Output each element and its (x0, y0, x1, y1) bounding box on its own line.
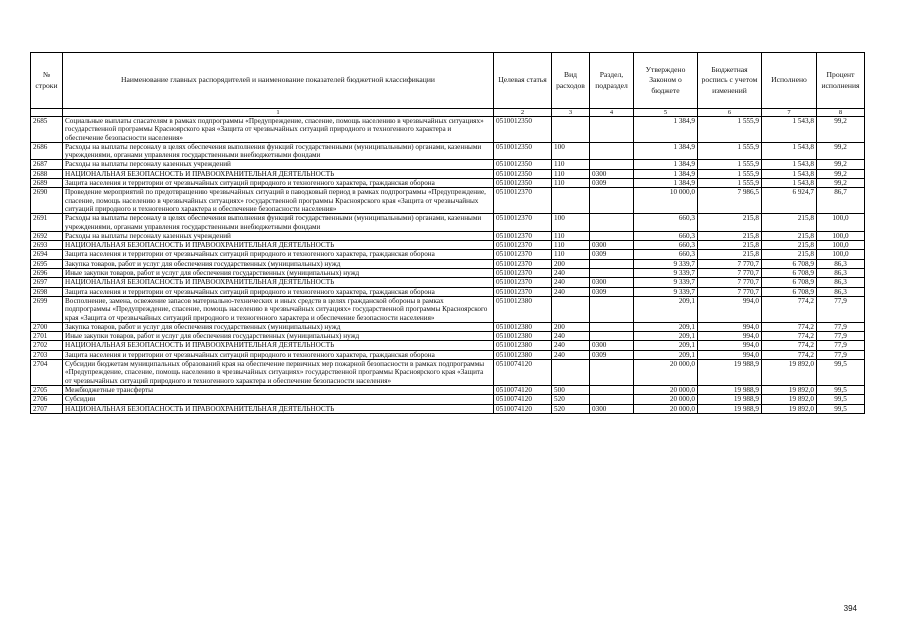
row-budget-roster: 19 988,9 (698, 404, 762, 413)
row-number: 2696 (31, 269, 63, 278)
row-section: 0309 (590, 250, 634, 259)
row-executed: 774,2 (762, 332, 817, 341)
row-section (590, 160, 634, 169)
row-section (590, 214, 634, 232)
row-name: Иные закупки товаров, работ и услуг для обеспечения государственных (муниципальных) нужд (63, 269, 494, 278)
row-target-article: 0510012370 (494, 241, 552, 250)
row-expense-type: 200 (552, 322, 590, 331)
table-row (31, 341, 865, 350)
row-section (590, 269, 634, 278)
row-percent: 99,2 (817, 117, 865, 143)
row-expense-type: 240 (552, 341, 590, 350)
row-budget-roster: 215,8 (698, 250, 762, 259)
row-budget-roster: 19 988,9 (698, 360, 762, 386)
row-approved: 209,1 (634, 341, 698, 350)
row-percent: 86,7 (817, 188, 865, 214)
row-executed: 19 892,0 (762, 404, 817, 413)
column-number: 1 (63, 109, 494, 117)
row-executed: 19 892,0 (762, 360, 817, 386)
row-expense-type: 520 (552, 404, 590, 413)
table-row (31, 259, 865, 268)
row-section: 0300 (590, 404, 634, 413)
row-section: 0300 (590, 341, 634, 350)
table-row (31, 278, 865, 287)
row-executed: 215,8 (762, 231, 817, 240)
row-section: 0300 (590, 241, 634, 250)
row-budget-roster: 1 555,9 (698, 117, 762, 143)
row-name: Восполнение, замена, освежение запасов материально-технических и иных средств в целях гражданской обороны в рамках подпрограммы «Предупреждение, спасение, помощь населению в чрезвычайных ситуациях» государственной программы Красноярского края «Защита от чрезвычайных ситуаций природного и техногенного характера и обеспечение безопасности населения» (63, 296, 494, 322)
row-name: Расходы на выплаты персоналу в целях обеспечения выполнения функций государственными (муниципальными) органами, казенными учреждениями, органами управления государственными внебюджетными фондами (63, 142, 494, 160)
column-number: 7 (762, 109, 817, 117)
column-number: 3 (552, 109, 590, 117)
row-name: НАЦИОНАЛЬНАЯ БЕЗОПАСНОСТЬ И ПРАВООХРАНИТЕЛЬНАЯ ДЕЯТЕЛЬНОСТЬ (63, 404, 494, 413)
row-expense-type (552, 360, 590, 386)
row-number: 2692 (31, 231, 63, 240)
row-target-article: 0510012370 (494, 278, 552, 287)
row-number: 2689 (31, 179, 63, 188)
row-approved: 9 339,7 (634, 259, 698, 268)
row-target-article: 0510012380 (494, 341, 552, 350)
row-percent: 77,9 (817, 322, 865, 331)
row-expense-type (552, 188, 590, 214)
row-number: 2694 (31, 250, 63, 259)
row-number: 2699 (31, 296, 63, 322)
row-percent: 77,9 (817, 296, 865, 322)
row-target-article: 0510012350 (494, 169, 552, 178)
row-percent: 86,3 (817, 269, 865, 278)
row-section (590, 385, 634, 394)
row-expense-type (552, 296, 590, 322)
row-budget-roster: 7 770,7 (698, 269, 762, 278)
row-number: 2695 (31, 259, 63, 268)
row-approved: 1 384,9 (634, 142, 698, 160)
row-approved: 9 339,7 (634, 278, 698, 287)
row-executed: 774,2 (762, 350, 817, 359)
row-number: 2687 (31, 160, 63, 169)
row-percent: 99,5 (817, 404, 865, 413)
row-target-article: 0510074120 (494, 360, 552, 386)
column-number (31, 109, 63, 117)
row-approved: 20 000,0 (634, 385, 698, 394)
row-section: 0300 (590, 278, 634, 287)
row-name: Субсидии (63, 395, 494, 404)
row-budget-roster: 994,0 (698, 322, 762, 331)
row-budget-roster: 1 555,9 (698, 179, 762, 188)
row-section (590, 332, 634, 341)
row-budget-roster: 1 555,9 (698, 169, 762, 178)
row-number: 2697 (31, 278, 63, 287)
row-approved: 20 000,0 (634, 360, 698, 386)
row-approved: 209,1 (634, 322, 698, 331)
row-budget-roster: 215,8 (698, 214, 762, 232)
row-approved: 209,1 (634, 296, 698, 322)
row-target-article: 0510012370 (494, 231, 552, 240)
row-expense-type: 110 (552, 160, 590, 169)
row-approved: 660,3 (634, 231, 698, 240)
row-expense-type: 240 (552, 278, 590, 287)
row-name: Социальные выплаты спасателям в рамках подпрограммы «Предупреждение, спасение, помощь населению в чрезвычайных ситуациях» государственной программы Красноярского края «Защита от чрезвычайных ситуаций природного и техногенного характера и обеспечение безопасности населения» (63, 117, 494, 143)
table-row (31, 169, 865, 178)
row-name: НАЦИОНАЛЬНАЯ БЕЗОПАСНОСТЬ И ПРАВООХРАНИТЕЛЬНАЯ ДЕЯТЕЛЬНОСТЬ (63, 278, 494, 287)
row-budget-roster: 215,8 (698, 231, 762, 240)
row-name: Расходы на выплаты персоналу казенных учреждений (63, 231, 494, 240)
row-budget-roster: 1 555,9 (698, 142, 762, 160)
row-number: 2706 (31, 395, 63, 404)
row-executed: 1 543,8 (762, 179, 817, 188)
row-target-article: 0510012380 (494, 332, 552, 341)
row-target-article: 0510012350 (494, 160, 552, 169)
column-number: 5 (634, 109, 698, 117)
row-percent: 99,5 (817, 385, 865, 394)
row-executed: 6 708,9 (762, 269, 817, 278)
row-target-article: 0510012350 (494, 142, 552, 160)
row-number: 2701 (31, 332, 63, 341)
row-percent: 77,9 (817, 332, 865, 341)
budget-execution-table (30, 52, 865, 414)
row-section (590, 259, 634, 268)
table-row (31, 241, 865, 250)
row-budget-roster: 7 986,5 (698, 188, 762, 214)
row-name: Проведение мероприятий по предотвращению чрезвычайных ситуаций в паводковый период в рамках подпрограммы «Предупреждение, спасение, помощь населению в чрезвычайных ситуациях» государственной программы Красноярского края «Защита от чрезвычайных ситуаций природного и техногенного характера и обеспечение безопасности населения» (63, 188, 494, 214)
row-number: 2693 (31, 241, 63, 250)
row-name: Расходы на выплаты персоналу в целях обеспечения выполнения функций государственными (муниципальными) органами, казенными учреждениями, органами управления государственными внебюджетными фондами (63, 214, 494, 232)
row-name: Закупка товаров, работ и услуг для обеспечения государственных (муниципальных) нужд (63, 322, 494, 331)
row-approved: 209,1 (634, 350, 698, 359)
table-row (31, 231, 865, 240)
row-executed: 774,2 (762, 341, 817, 350)
row-expense-type: 110 (552, 241, 590, 250)
row-executed: 6 708,9 (762, 287, 817, 296)
row-approved: 660,3 (634, 214, 698, 232)
row-executed: 1 543,8 (762, 117, 817, 143)
row-target-article: 0510074120 (494, 404, 552, 413)
column-number: 8 (817, 109, 865, 117)
row-budget-roster: 994,0 (698, 341, 762, 350)
row-number: 2705 (31, 385, 63, 394)
row-target-article: 0510012370 (494, 188, 552, 214)
row-percent: 100,0 (817, 250, 865, 259)
row-executed: 19 892,0 (762, 385, 817, 394)
row-percent: 86,3 (817, 259, 865, 268)
row-percent: 77,9 (817, 350, 865, 359)
header-row-number: № строки (31, 53, 63, 109)
row-budget-roster: 994,0 (698, 296, 762, 322)
row-expense-type: 520 (552, 395, 590, 404)
row-section (590, 296, 634, 322)
row-budget-roster: 994,0 (698, 350, 762, 359)
table-row (31, 142, 865, 160)
row-name: Закупка товаров, работ и услуг для обеспечения государственных (муниципальных) нужд (63, 259, 494, 268)
header-approved: Утверждено Законом о бюджете (634, 53, 698, 109)
row-executed: 6 924,7 (762, 188, 817, 214)
row-percent: 99,2 (817, 142, 865, 160)
row-name: НАЦИОНАЛЬНАЯ БЕЗОПАСНОСТЬ И ПРАВООХРАНИТЕЛЬНАЯ ДЕЯТЕЛЬНОСТЬ (63, 341, 494, 350)
row-approved: 10 000,0 (634, 188, 698, 214)
row-section (590, 142, 634, 160)
row-name: Субсидии бюджетам муниципальных образований края на обеспечение первичных мер пожарной безопасности в рамках подпрограммы «Предупреждение, спасение, помощь населению в чрезвычайных ситуациях» государственной программы Красноярского края «Защита от чрезвычайных ситуаций природного и техногенного характера и обеспечение безопасности населения» (63, 360, 494, 386)
row-name: Защита населения и территории от чрезвычайных ситуаций природного и техногенного характера, гражданская оборона (63, 179, 494, 188)
row-expense-type: 240 (552, 269, 590, 278)
row-expense-type: 110 (552, 179, 590, 188)
row-approved: 20 000,0 (634, 395, 698, 404)
row-name: Защита населения и территории от чрезвычайных ситуаций природного и техногенного характера, гражданская оборона (63, 250, 494, 259)
column-number: 2 (494, 109, 552, 117)
row-executed: 215,8 (762, 250, 817, 259)
table-row (31, 395, 865, 404)
row-executed: 6 708,9 (762, 278, 817, 287)
row-number: 2685 (31, 117, 63, 143)
row-budget-roster: 7 770,7 (698, 278, 762, 287)
row-budget-roster: 19 988,9 (698, 395, 762, 404)
row-percent: 100,0 (817, 241, 865, 250)
table-row (31, 117, 865, 143)
row-target-article: 0510012350 (494, 117, 552, 143)
row-expense-type: 240 (552, 287, 590, 296)
row-target-article: 0510012370 (494, 287, 552, 296)
column-number-row (31, 109, 865, 117)
row-number: 2686 (31, 142, 63, 160)
row-expense-type (552, 117, 590, 143)
table-row (31, 350, 865, 359)
row-name: Расходы на выплаты персоналу казенных учреждений (63, 160, 494, 169)
row-expense-type: 240 (552, 332, 590, 341)
table-row (31, 160, 865, 169)
row-percent: 100,0 (817, 231, 865, 240)
row-expense-type: 100 (552, 214, 590, 232)
row-section (590, 188, 634, 214)
row-budget-roster: 1 555,9 (698, 160, 762, 169)
table-row (31, 287, 865, 296)
row-budget-roster: 7 770,7 (698, 259, 762, 268)
row-section (590, 395, 634, 404)
row-approved: 9 339,7 (634, 269, 698, 278)
row-section: 0309 (590, 179, 634, 188)
row-budget-roster: 7 770,7 (698, 287, 762, 296)
row-budget-roster: 994,0 (698, 332, 762, 341)
row-number: 2698 (31, 287, 63, 296)
row-executed: 6 708,9 (762, 259, 817, 268)
row-number: 2690 (31, 188, 63, 214)
table-row (31, 404, 865, 413)
row-approved: 1 384,9 (634, 179, 698, 188)
row-percent: 100,0 (817, 214, 865, 232)
row-target-article: 0510012370 (494, 250, 552, 259)
row-percent: 86,3 (817, 287, 865, 296)
row-section (590, 117, 634, 143)
row-percent: 77,9 (817, 341, 865, 350)
row-number: 2700 (31, 322, 63, 331)
row-section (590, 360, 634, 386)
row-target-article: 0510012350 (494, 179, 552, 188)
row-name: Иные закупки товаров, работ и услуг для обеспечения государственных (муниципальных) нужд (63, 332, 494, 341)
row-name: Межбюджетные трансферты (63, 385, 494, 394)
row-approved: 1 384,9 (634, 117, 698, 143)
row-target-article: 0510012380 (494, 296, 552, 322)
row-target-article: 0510012370 (494, 259, 552, 268)
column-number: 6 (698, 109, 762, 117)
header-percent: Процент исполнения (817, 53, 865, 109)
row-percent: 86,3 (817, 278, 865, 287)
row-approved: 1 384,9 (634, 160, 698, 169)
row-expense-type: 110 (552, 250, 590, 259)
header-executed: Исполнено (762, 53, 817, 109)
row-target-article: 0510074120 (494, 395, 552, 404)
table-row (31, 385, 865, 394)
row-executed: 215,8 (762, 214, 817, 232)
row-executed: 1 543,8 (762, 169, 817, 178)
table-row (31, 332, 865, 341)
row-section (590, 322, 634, 331)
table-row (31, 179, 865, 188)
row-name: НАЦИОНАЛЬНАЯ БЕЗОПАСНОСТЬ И ПРАВООХРАНИТЕЛЬНАЯ ДЕЯТЕЛЬНОСТЬ (63, 241, 494, 250)
row-number: 2704 (31, 360, 63, 386)
header-expense-type: Вид расходов (552, 53, 590, 109)
row-target-article: 0510012370 (494, 214, 552, 232)
row-number: 2702 (31, 341, 63, 350)
row-number: 2707 (31, 404, 63, 413)
row-budget-roster: 215,8 (698, 241, 762, 250)
row-target-article: 0510074120 (494, 385, 552, 394)
row-expense-type: 500 (552, 385, 590, 394)
header-target-article: Целевая статья (494, 53, 552, 109)
table-row (31, 188, 865, 214)
row-approved: 660,3 (634, 250, 698, 259)
row-section: 0300 (590, 169, 634, 178)
row-approved: 209,1 (634, 332, 698, 341)
row-executed: 1 543,8 (762, 142, 817, 160)
row-approved: 20 000,0 (634, 404, 698, 413)
row-section: 0309 (590, 350, 634, 359)
row-target-article: 0510012380 (494, 350, 552, 359)
table-row (31, 269, 865, 278)
header-section: Раздел, подраздел (590, 53, 634, 109)
row-expense-type: 110 (552, 169, 590, 178)
row-expense-type: 100 (552, 142, 590, 160)
row-executed: 19 892,0 (762, 395, 817, 404)
row-executed: 215,8 (762, 241, 817, 250)
row-executed: 774,2 (762, 322, 817, 331)
row-budget-roster: 19 988,9 (698, 385, 762, 394)
row-name: Защита населения и территории от чрезвычайных ситуаций природного и техногенного характера, гражданская оборона (63, 287, 494, 296)
row-expense-type: 200 (552, 259, 590, 268)
row-name: Защита населения и территории от чрезвычайных ситуаций природного и техногенного характера, гражданская оборона (63, 350, 494, 359)
table-row (31, 360, 865, 386)
row-name: НАЦИОНАЛЬНАЯ БЕЗОПАСНОСТЬ И ПРАВООХРАНИТЕЛЬНАЯ ДЕЯТЕЛЬНОСТЬ (63, 169, 494, 178)
row-section: 0309 (590, 287, 634, 296)
page-number: 394 (843, 604, 857, 613)
row-percent: 99,2 (817, 169, 865, 178)
row-approved: 660,3 (634, 241, 698, 250)
row-approved: 1 384,9 (634, 169, 698, 178)
table-row (31, 214, 865, 232)
row-executed: 1 543,8 (762, 160, 817, 169)
table-row (31, 322, 865, 331)
row-percent: 99,2 (817, 160, 865, 169)
row-percent: 99,5 (817, 360, 865, 386)
table-row (31, 250, 865, 259)
row-number: 2703 (31, 350, 63, 359)
row-target-article: 0510012370 (494, 269, 552, 278)
row-expense-type: 110 (552, 231, 590, 240)
header-budget-roster: Бюджетная роспись с учетом изменений (698, 53, 762, 109)
row-number: 2691 (31, 214, 63, 232)
row-percent: 99,5 (817, 395, 865, 404)
row-expense-type: 240 (552, 350, 590, 359)
row-section (590, 231, 634, 240)
row-number: 2688 (31, 169, 63, 178)
row-approved: 9 339,7 (634, 287, 698, 296)
column-number: 4 (590, 109, 634, 117)
row-percent: 99,2 (817, 179, 865, 188)
table-row (31, 296, 865, 322)
row-executed: 774,2 (762, 296, 817, 322)
row-target-article: 0510012380 (494, 322, 552, 331)
header-name: Наименование главных распорядителей и наименование показателей бюджетной классификации (63, 53, 494, 109)
